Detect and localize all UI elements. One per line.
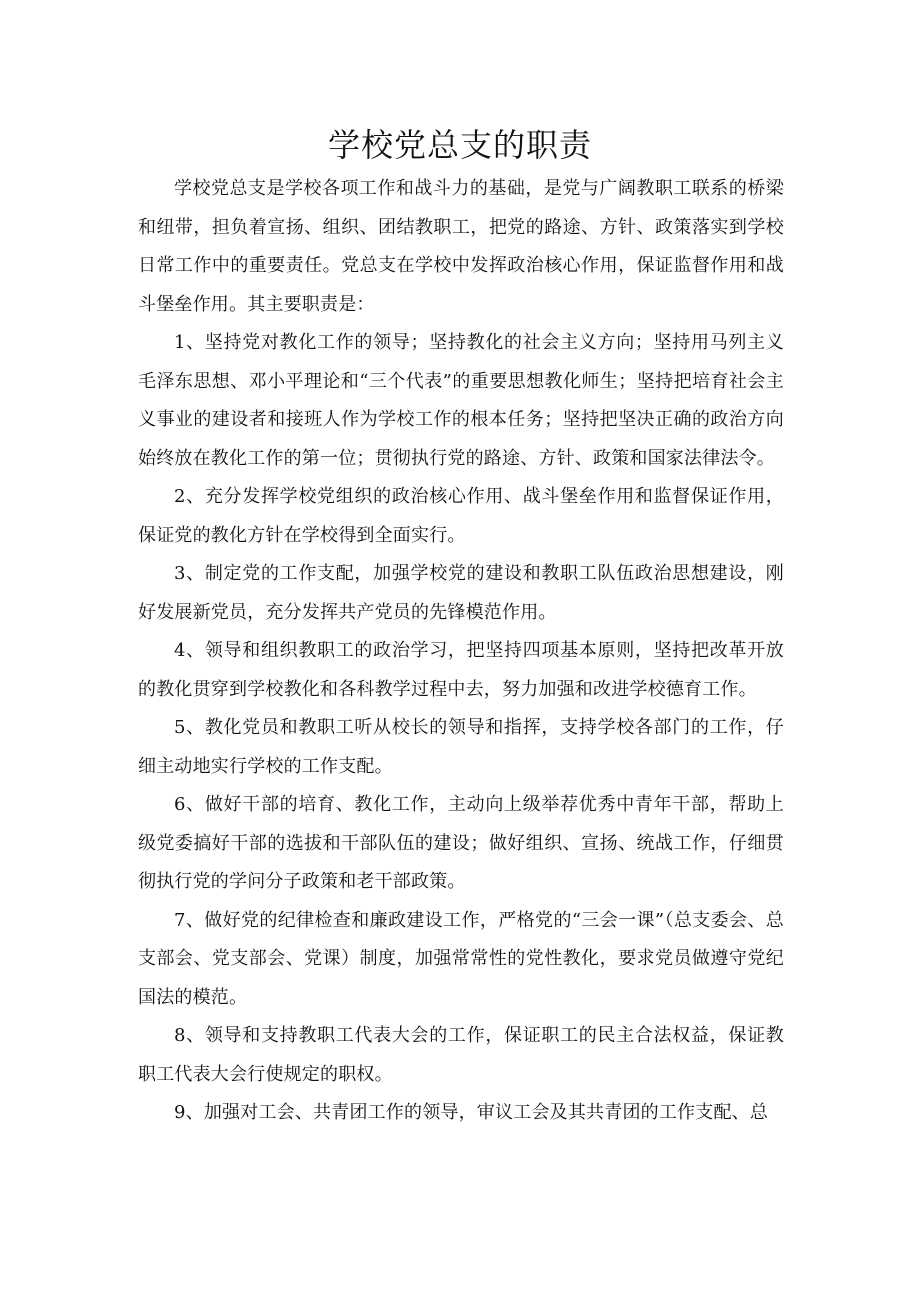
- intro-paragraph: 学校党总支是学校各项工作和战斗力的基础，是党与广阔教职工联系的桥梁和纽带，担负着宣扬、组织、团结教职工，把党的路途、方针、政策落实到学校日常工作中的重要责任。党总支在学校中发挥政治核心作用，保证监督作用和战斗堡垒作用。其主要职责是：: [138, 178, 784, 315]
- duty-item-9: 9、加强对工会、共青团工作的领导，审议工会及其共青团的工作支配、总: [174, 1102, 769, 1123]
- duty-item-6: 6、做好干部的培育、教化工作，主动向上级举荐优秀中青年干部，帮助上级党委搞好干部的选拔和干部队伍的建设；做好组织、宣扬、统战工作，仔细贯彻执行党的学问分子政策和老干部政策。: [138, 794, 784, 892]
- page-title: 学校党总支的职责: [327, 126, 592, 164]
- duty-item-7: 7、做好党的纪律检查和廉政建设工作，严格党的“三会一课”（总支委会、总支部会、党支部会、党课）制度，加强常常性的党性教化，要求党员做遵守党纪国法的模范。: [138, 909, 784, 1008]
- document-body: [138, 170, 784, 1133]
- duty-item-1: 1、坚持党对教化工作的领导；坚持教化的社会主义方向；坚持用马列主义毛泽东思想、邓小平理论和“三个代表”的重要思想教化师生；坚持把培育社会主义事业的建设者和接班人作为学校工作的根本任务；坚持把坚决正确的政治方向始终放在教化工作的第一位；贯彻执行党的路途、方针、政策和国家法律法令。: [138, 332, 784, 469]
- duty-item-3: 3、制定党的工作支配，加强学校党的建设和教职工队伍政治思想建设，刚好发展新党员，充分发挥共产党员的先锋模范作用。: [138, 563, 784, 623]
- duty-item-4: 4、领导和组织教职工的政治学习，把坚持四项基本原则，坚持把改革开放的教化贯穿到学校教化和各科教学过程中去，努力加强和改进学校德育工作。: [138, 640, 784, 700]
- duty-item-8: 8、领导和支持教职工代表大会的工作，保证职工的民主合法权益，保证教职工代表大会行使规定的职权。: [138, 1025, 784, 1085]
- duty-item-2: 2、充分发挥学校党组织的政治核心作用、战斗堡垒作用和监督保证作用，保证党的教化方针在学校得到全面实行。: [138, 486, 784, 546]
- duty-item-5: 5、教化党员和教职工听从校长的领导和指挥，支持学校各部门的工作，仔细主动地实行学校的工作支配。: [138, 717, 784, 777]
